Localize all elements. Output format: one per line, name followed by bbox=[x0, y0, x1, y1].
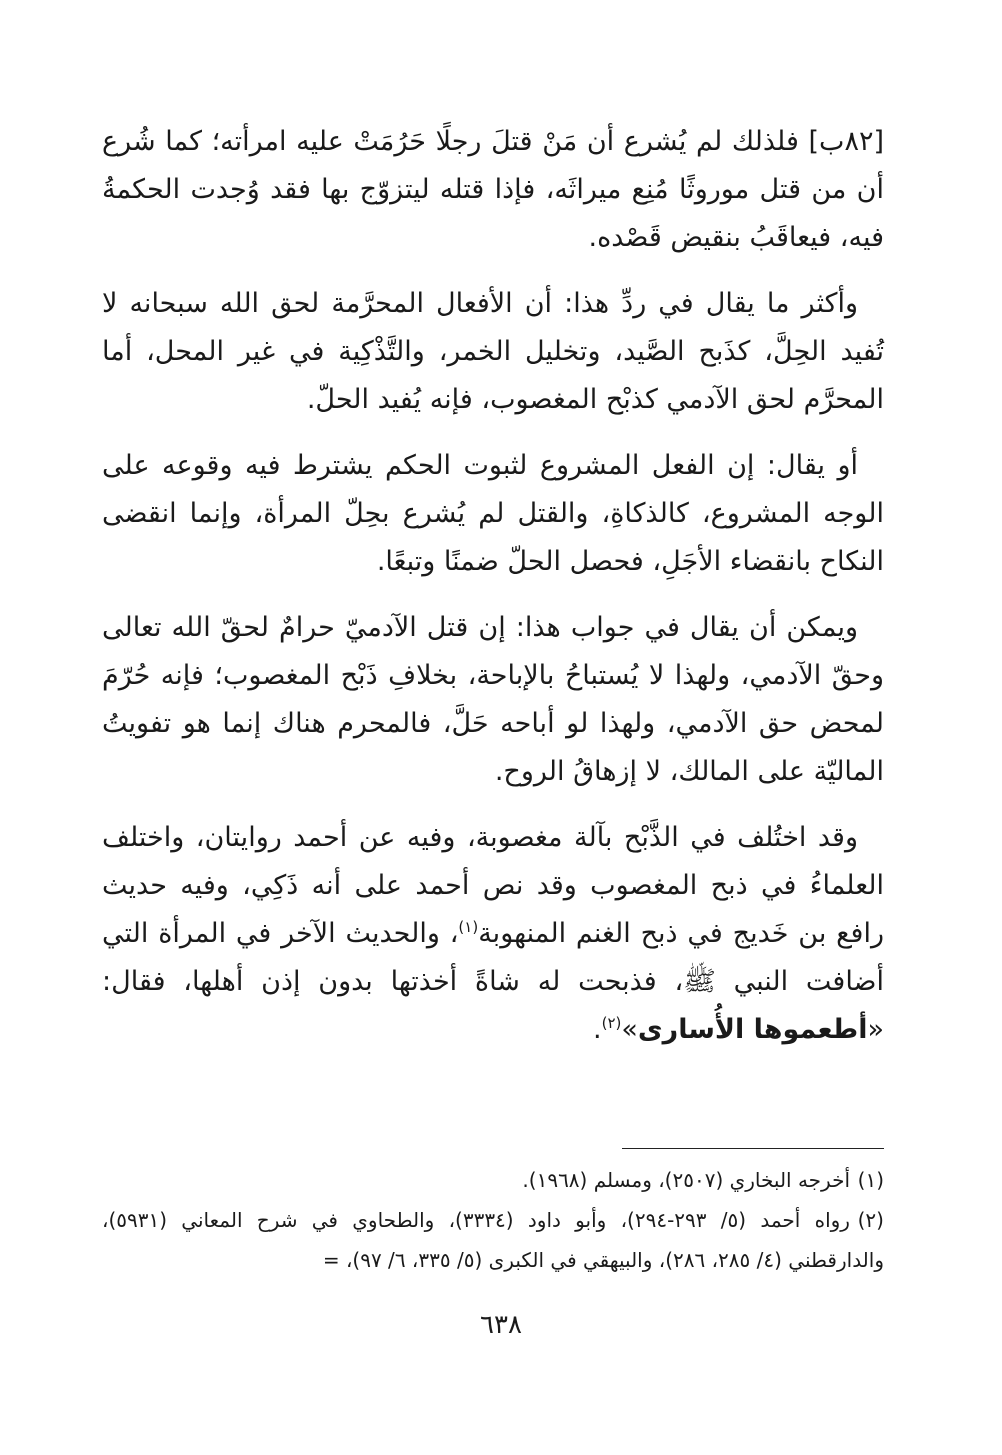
footnote-2 bbox=[102, 1200, 884, 1280]
page-number: ٦٣٨ bbox=[480, 1310, 522, 1340]
footnote-1-number: (١) bbox=[857, 1168, 884, 1192]
footnote-2-number: (٢) bbox=[857, 1208, 884, 1232]
paragraph-5-text-b: ، والحديث الآخر في المرأة التي أضافت النبي ﷺ، فذبحت له شاةً أخذتها بدون إذن أهلها، فقال: « bbox=[102, 918, 884, 1045]
footnote-1-text: أخرجه البخاري (٢٥٠٧)، ومسلم (١٩٦٨). bbox=[522, 1168, 850, 1192]
paragraph-5-quote-close: » bbox=[621, 1014, 638, 1045]
footnote-ref-2: (٢) bbox=[601, 1014, 622, 1032]
paragraph-2: وأكثر ما يقال في ردِّ هذا: أن الأفعال المحرَّمة لحق الله سبحانه لا تُفيد الحِلَّ، كذَبح الصَّيد، وتخليل الخمر، والتَّذْكِية في غير المحل، أما المحرَّم لحق الآدمي كذبْح المغصوب، فإنه يُفيد الحلّ. bbox=[102, 288, 884, 415]
paragraph-5-end: . bbox=[593, 1014, 602, 1045]
footnotes bbox=[102, 1160, 884, 1280]
paragraph-5 bbox=[102, 814, 884, 1054]
footnote-ref-1: (١) bbox=[458, 918, 479, 936]
footnote-2-text: رواه أحمد (٥/ ٢٩٣-٢٩٤)، وأبو داود (٣٣٣٤)، والطحاوي في شرح المعاني (٥٩٣١)، والدارقطني (٤/ ٢٨٥، ٢٨٦)، والبيهقي في الكبرى (٥/ ٣٣٥، ٦/ ٩٧)، = bbox=[102, 1208, 884, 1272]
main-text bbox=[102, 118, 884, 1072]
paragraph-5-text-a: وقد اختُلف في الذَّبْح بآلة مغصوبة، وفيه عن أحمد روايتان، واختلف العلماءُ في ذبح المغصوب وقد نص أحمد على أنه ذَكِي، وفيه حديث رافع بن خَديج في ذبح الغنم المنهوبة bbox=[102, 822, 884, 949]
paragraph-5-bold-quote: أطعموها الأُسارى bbox=[637, 1014, 868, 1045]
paragraph-4: ويمكن أن يقال في جواب هذا: إن قتل الآدميّ حرامٌ لحقّ الله تعالى وحقّ الآدمي، ولهذا لا يُستباحُ بالإباحة، بخلافِ ذَبْح المغصوب؛ فإنه حُرّمَ لمحض حق الآدمي، ولهذا لو أباحه حَلَّ، فالمحرم هناك إنما هو تفويتُ الماليّة على المالك، لا إزهاقُ الروح. bbox=[102, 612, 884, 787]
paragraph-1: [٨٢ب] فلذلك لم يُشرع أن مَنْ قتلَ رجلًا حَرُمَتْ عليه امرأته؛ كما شُرع أن من قتل موروثًا مُنِع ميراثَه، فإذا قتله ليتزوّج بها فقد وُجدت الحكمةُ فيه، فيعاقَبُ بنقيض قَصْده. bbox=[102, 126, 884, 253]
footnote-divider bbox=[622, 1148, 884, 1149]
paragraph-3: أو يقال: إن الفعل المشروع لثبوت الحكم يشترط فيه وقوعه على الوجه المشروع، كالذكاةِ، والقتل لم يُشرع بحِلّ المرأة، وإنما انقضى النكاح بانقضاء الأجَلِ، فحصل الحلّ ضمنًا وتبعًا. bbox=[102, 450, 884, 577]
footnote-1 bbox=[102, 1160, 884, 1200]
